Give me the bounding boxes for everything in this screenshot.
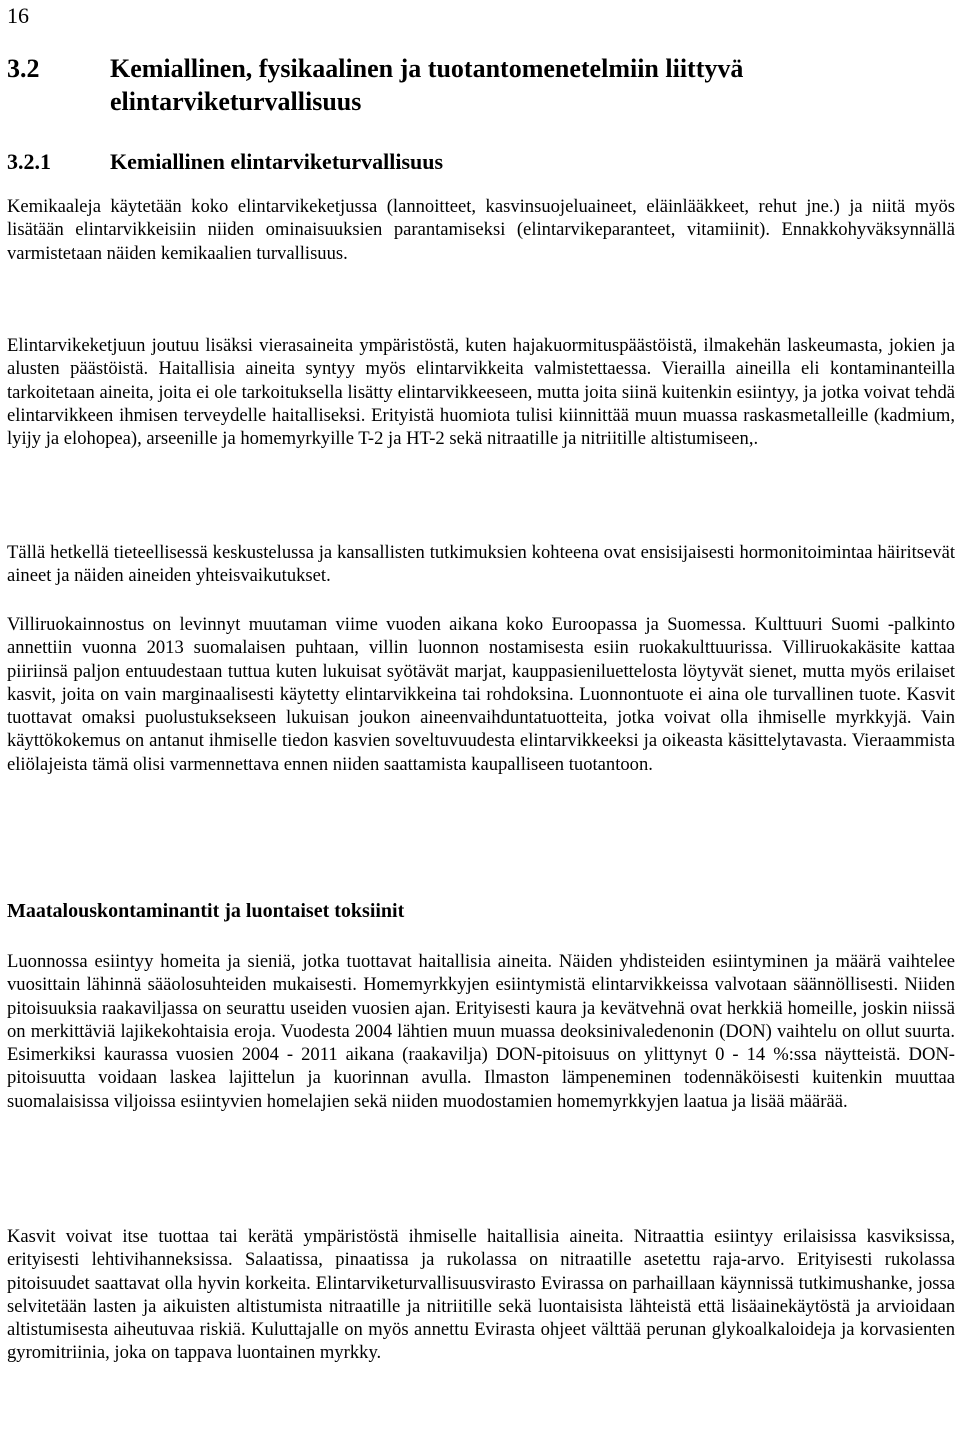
paragraph-nitrate: Kasvit voivat itse tuottaa tai kerätä ympäristöstä ihmiselle haitallisia aineita. Nitraattia esiintyy erilaisissa kasviksissa, erityisesti lehtivihanneksissa. Salaatissa, pinaatissa ja rukolassa on nitraatille asetettu raja-arvo. Erityisesti rukolassa pitoisuudet saattavat olla hyvin korkeita. Elintarviketurvallisuusvirasto Evirassa on parhaillaan käynnissä tutkimushanke, jossa selvitetään lasten ja aikuisten altistumista nitraatille ja nitriitille sekä luontaisista lähteistä että lisäainekäytöstä ja arvioidaan altistumisesta aiheutuvaa riskiä. Kuluttajalle on myös annettu Evirasta ohjeet välttää perunan glykoalkaloideja ja korvasienten gyromitriinia, joka on tappava luontainen myrkky.: [7, 1226, 955, 1364]
paragraph-endocrine: Tällä hetkellä tieteellisessä keskustelussa ja kansallisten tutkimuksien kohteena ovat ensisijaisesti hormonitoimintaa häiritsevät aineet ja näiden aineiden yhteisvaikutukset.: [7, 542, 955, 587]
page-number: 16: [7, 3, 29, 28]
paragraph-mycotoxins: Luonnossa esiintyy homeita ja sieniä, jotka tuottavat haitallisia aineita. Näiden yhdisteiden esiintyminen ja määrä vaihtelee vuosittain lähinnä sääolosuhteiden mukaisesti. Homemyrkkyjen esiintymistä elintarvikkeissa valvotaan säännöllisesti. Niiden pitoisuuksia raakaviljassa on seurattu useiden vuosien ajan. Erityisesti kaura ja kevätvehnä ovat herkkiä homeille, joskin niissä on merkittäviä lajikekohtaisia eroja. Vuodesta 2004 lähtien muun muassa deoksinivaledenonin (DON) vaihtelu on ollut suurta. Esimerkiksi kaurassa vuosien 2004 - 2011 aikana (raakavilja) DON-pitoisuus on ylittynyt 0 - 14 %:ssa näytteistä. DON-pitoisuutta voidaan laskea lajittelun ja kuorinnan avulla. Ilmaston lämpeneminen todennäköisesti kuitenkin muuttaa suomalaisissa viljoissa esiintyvien homelajien sekä niiden muodostamien homemyrkkyjen laatua ja lisää määrää.: [7, 951, 955, 1112]
paragraph-chemicals: Kemikaaleja käytetään koko elintarvikeketjussa (lannoitteet, kasvinsuojeluaineet, eläinlääkkeet, rehut jne.) ja niitä myös lisätään elintarvikkeisiin niiden ominaisuuksien parantamiseksi (elintarvikeparanteet, vitamiinit). Ennakkohyväksynnällä varmistetaan näiden kemikaalien turvallisuus.: [7, 196, 955, 264]
section-number: 3.2: [7, 54, 40, 83]
section-heading: [7, 52, 947, 118]
paragraph-wild-food: Villiruokainnostus on levinnyt muutaman viime vuoden aikana koko Euroopassa ja Suomessa. Kulttuuri Suomi -palkinto annettiin vuonna 2013 suomalaisen puhtaan, villin luonnon nostamisesta esiin ruokakulttuurissa. Villiruokakäsite kattaa piiriinsä paljon entuudestaan tuttua kuten lukuisat syötävät marjat, kauppasieniluettelosta löytyvät sienet, mutta myös erilaiset kasvit, joita on vain marginaalisesti käytetty elintarvikkeina tai rohdoksina. Luonnontuote ei aina ole turvallinen tuote. Kasvit tuottavat omaksi puolustuksekseen lukuisan joukon aineenvaihduntatuotteita, jotka voivat olla ihmiselle myrkkyjä. Vain käyttökokemus on antanut ihmiselle tiedon kasvien soveltuvuudesta elintarvikkeeksi ja oikeasta käsittelytavasta. Vieraammista eliölajeista tämä olisi varmennettava ennen niiden saattamista kaupalliseen tuotantoon.: [7, 614, 955, 775]
subsection-number: 3.2.1: [7, 149, 51, 174]
paragraph-contaminants: Elintarvikeketjuun joutuu lisäksi vierasaineita ympäristöstä, kuten hajakuormituspäästöistä, ilmakehän laskeumasta, jokien ja alusten päästöistä. Haitallisia aineita syntyy myös elintarvikkeita valmistettaessa. Vierailla aineilla eli kontaminanteilla tarkoitetaan aineita, joita ei ole tarkoituksella lisätty elintarvikkeeseen, mutta joita siinä kuitenkin esiintyy, ja jotka voivat tehdä elintarvikkeen ihmisen terveydelle haitalliseksi. Erityistä huomiota tulisi kiinnittää muun muassa raskasmetalleille (kadmium, lyijy ja elohopea), arseenille ja homemyrkyille T-2 ja HT-2 sekä nitraatille ja nitriitille altistumiseen,.: [7, 335, 955, 450]
section-title: Kemiallinen, fysikaalinen ja tuotantomenetelmiin liittyvä elintarviketurvallisuus: [110, 54, 744, 116]
subsection-title: Kemiallinen elintarviketurvallisuus: [110, 149, 444, 174]
subsection-heading: [7, 148, 947, 176]
subheading-agricultural-contaminants: Maatalouskontaminantit ja luontaiset toksiinit: [7, 900, 405, 922]
